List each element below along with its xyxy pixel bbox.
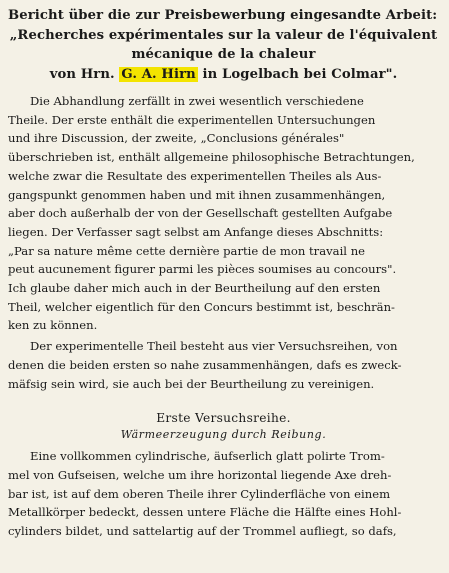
author-highlight: G. A. Hirn bbox=[121, 66, 196, 82]
heading-prefix: von Hrn. bbox=[49, 66, 115, 82]
paragraph-line: Theil, welcher eigentlich für den Concurs bestimmt ist, beschrän- bbox=[8, 299, 395, 314]
paragraph-3 bbox=[8, 447, 439, 541]
heading-suffix: in Logelbach bei Colmar". bbox=[202, 66, 398, 82]
paragraph-line: bar ist, ist auf dem oberen Theile ihrer Cylinderfläche von einem bbox=[8, 486, 391, 501]
paragraph-line: liegen. Der Verfasser sagt selbst am Anfange dieses Abschnitts: bbox=[8, 224, 384, 239]
paragraph-line: Ich glaube daher mich auch in der Beurtheilung auf den ersten bbox=[8, 281, 381, 296]
paragraph-line: „Par sa nature même cette dernière partie de mon travail ne bbox=[8, 243, 366, 258]
paragraph-line: gangspunkt genommen haben und mit ihnen zusammenhängen, bbox=[8, 187, 386, 202]
heading-line-2: „Recherches expérimentales sur la valeur de l'équivalent bbox=[9, 27, 438, 43]
paragraph-line: mel von Gufseisen, welche um ihre horizontal liegende Axe dreh- bbox=[8, 467, 392, 482]
paragraph-line: Theile. Der erste enthält die experimentellen Untersuchungen bbox=[8, 112, 376, 127]
section-subtitle: Wärmeerzeugung durch Reibung. bbox=[120, 428, 327, 442]
paragraph-2 bbox=[8, 337, 439, 393]
paragraph-1 bbox=[8, 92, 439, 335]
paragraph-line: ken zu können. bbox=[8, 318, 98, 333]
heading-line-3: mécanique de la chaleur bbox=[131, 47, 316, 62]
paragraph-line: welche zwar die Resultate des experimentellen Theiles als Aus- bbox=[8, 168, 382, 183]
paragraph-line: und ihre Discussion, der zweite, „Conclusions générales" bbox=[8, 131, 345, 146]
report-heading bbox=[8, 6, 439, 84]
heading-line-1: Bericht über die zur Preisbewerbung eingesandte Arbeit: bbox=[8, 8, 438, 23]
paragraph-line: Eine vollkommen cylindrische, äufserlich glatt polirte Trom- bbox=[30, 449, 385, 464]
paragraph-line: cylinders bildet, und sattelartig auf der Trommel aufliegt, so dafs, bbox=[8, 524, 397, 539]
paragraph-line: denen die beiden ersten so nahe zusammenhängen, dafs es zweck- bbox=[8, 357, 402, 372]
paragraph-line: aber doch außerhalb der von der Gesellschaft gestellten Aufgabe bbox=[8, 206, 393, 221]
section-title: Erste Versuchsreihe. bbox=[156, 411, 291, 426]
heading-line-4 bbox=[8, 65, 439, 85]
paragraph-line: überschrieben ist, enthält allgemeine philosophische Betrachtungen, bbox=[8, 150, 415, 165]
paragraph-line: Metallkörper bedeckt, dessen untere Fläche die Hälfte eines Hohl- bbox=[8, 505, 402, 520]
paragraph-line: Die Abhandlung zerfällt in zwei wesentlich verschiedene bbox=[30, 94, 364, 108]
paragraph-line: peut aucunement figurer parmi les pièces soumises au concours". bbox=[8, 262, 397, 277]
paragraph-line: Der experimentelle Theil besteht aus vier Versuchsreihen, von bbox=[30, 339, 398, 354]
paragraph-line: mäfsig sein wird, sie auch bei der Beurtheilung zu vereinigen. bbox=[8, 376, 375, 391]
